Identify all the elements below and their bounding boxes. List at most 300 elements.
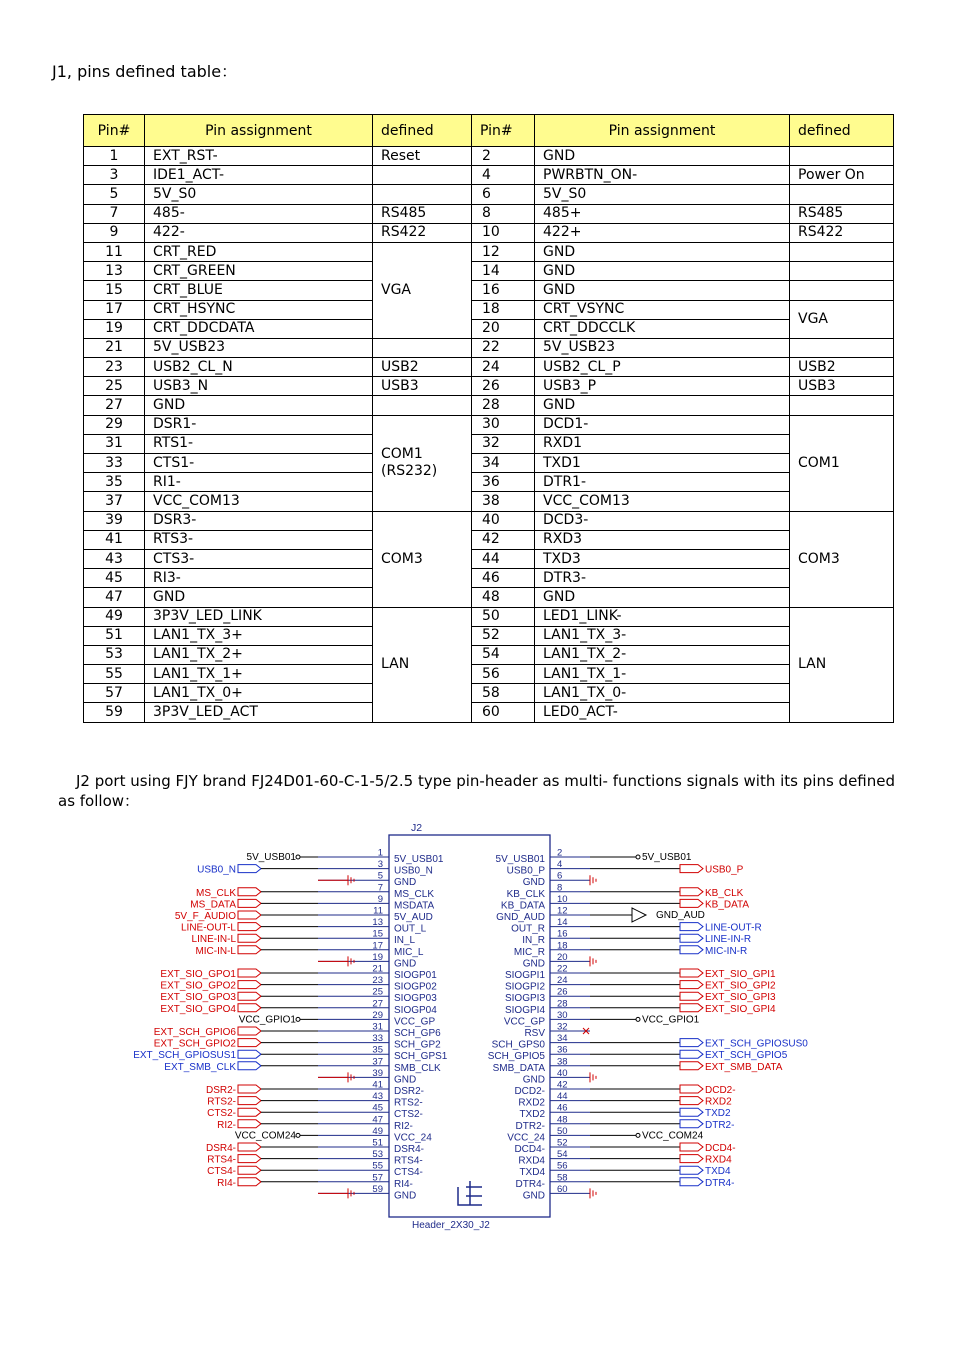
- net-label-left: 5V_USB01: [246, 852, 296, 863]
- net-label-right: 5V_USB01: [642, 852, 692, 863]
- j2-description: J2 port using FJY brand FJ24D01-60-C-1-5/2.5 type pin-header as multi- functions signals with its pins defined as follow：: [58, 772, 896, 810]
- pin-number: 16: [557, 928, 568, 940]
- pin-number: 16: [472, 281, 535, 300]
- pin-label-right: RXD2: [518, 1097, 545, 1109]
- pin-label-left: CTS2-: [394, 1109, 423, 1121]
- pin-defined: [790, 281, 894, 300]
- pin-number: 33: [84, 454, 145, 473]
- pin-assignment: DSR1-: [145, 415, 373, 434]
- net-label-right: VCC_GPIO1: [642, 1014, 700, 1026]
- port-icon: [238, 1178, 261, 1186]
- pin-number: 38: [557, 1056, 568, 1068]
- pin-assignment: USB2_CL_P: [535, 358, 790, 377]
- net-label-left: EXT_SIO_GPO2: [160, 980, 236, 992]
- pin-assignment: CRT_GREEN: [145, 262, 373, 281]
- pin-label-right: SIOGPI4: [504, 1004, 545, 1016]
- pin-number: 10: [557, 893, 568, 905]
- pin-number: 19: [84, 319, 145, 338]
- table-row: [84, 703, 894, 722]
- pin-defined: LAN: [373, 607, 472, 722]
- port-icon: [238, 1108, 261, 1116]
- port-icon: [680, 992, 703, 1000]
- pin-number: 21: [84, 338, 145, 357]
- table-row: [84, 147, 894, 166]
- pin-label-left: SMB_CLK: [394, 1062, 441, 1074]
- port-icon: [680, 1050, 703, 1058]
- pin-label-right: SCH_GPIO5: [487, 1051, 545, 1063]
- port-icon: [238, 1050, 261, 1058]
- pin-assignment: GND: [145, 396, 373, 415]
- pin-number: 25: [84, 377, 145, 396]
- pin-number: 7: [377, 882, 383, 894]
- pin-assignment: IDE1_ACT-: [145, 166, 373, 185]
- pin-assignment: LAN1_TX_2-: [535, 645, 790, 664]
- net-label-right: RXD2: [705, 1096, 732, 1108]
- ground-icon: [590, 956, 596, 966]
- pin-number: 56: [557, 1160, 568, 1172]
- pin-number: 3: [377, 859, 383, 871]
- net-label-right: EXT_SIO_GPI2: [705, 980, 776, 992]
- pin-number: 9: [84, 223, 145, 242]
- pin-label-right: SIOGPI1: [504, 970, 545, 981]
- pin-number: 8: [472, 204, 535, 223]
- net-label-right: USB0_P: [705, 864, 744, 876]
- pin-label-left: SCH_GP6: [394, 1028, 441, 1039]
- pin-assignment: LED1_LINK-: [535, 607, 790, 626]
- pin-defined: [373, 415, 472, 511]
- net-label-right: KB_DATA: [705, 899, 750, 911]
- pin-number: 2: [472, 147, 535, 166]
- port-icon: [680, 981, 703, 989]
- net-label-right: TXD4: [705, 1166, 731, 1178]
- header-pin-left: Pin#: [84, 115, 145, 147]
- pin-label-left: VCC_GP: [394, 1016, 436, 1028]
- power-port-icon: [296, 1017, 300, 1021]
- table-row: [84, 492, 894, 511]
- pin-label-left: SCH_GP2: [394, 1039, 441, 1051]
- port-icon: [680, 1166, 703, 1174]
- net-label-right: DTR4-: [705, 1177, 735, 1189]
- net-label-left: LINE-IN-L: [191, 934, 236, 946]
- table-row: [84, 223, 894, 242]
- pin-number: 13: [84, 262, 145, 281]
- pin-number: 11: [373, 905, 383, 917]
- net-label-left: EXT_SCH_GPIO2: [153, 1038, 236, 1050]
- pin-assignment: DCD1-: [535, 415, 790, 434]
- port-icon: [680, 1085, 703, 1093]
- port-icon: [238, 1120, 261, 1128]
- net-label-right: KB_CLK: [705, 887, 744, 899]
- pin-number: 24: [557, 975, 568, 987]
- pin-assignment: CTS1-: [145, 454, 373, 473]
- port-icon: [238, 969, 261, 977]
- pin-label-left: VCC_24: [394, 1132, 432, 1144]
- port-icon: [680, 1120, 703, 1128]
- net-label-left: DSR2-: [205, 1085, 236, 1096]
- pin-number: 36: [472, 473, 535, 492]
- pin-number: 50: [472, 607, 535, 626]
- pin-label-right: USB0_P: [506, 865, 545, 877]
- net-label-right: LINE-OUT-R: [705, 922, 762, 934]
- port-icon: [238, 981, 261, 989]
- net-label-right: MIC-IN-R: [705, 945, 748, 957]
- pin-number: 39: [84, 511, 145, 530]
- pin-number: 28: [472, 396, 535, 415]
- table-row: [84, 588, 894, 607]
- net-label-left: EXT_SIO_GPO3: [160, 992, 236, 1004]
- pin-label-right: SCH_GPS0: [491, 1039, 545, 1051]
- port-icon: [680, 934, 703, 942]
- pin-number: 26: [472, 377, 535, 396]
- port-icon: [238, 1155, 261, 1163]
- pin-number: 22: [472, 338, 535, 357]
- net-label-left: RTS2-: [207, 1096, 236, 1108]
- pin-assignment: LAN1_TX_1-: [535, 665, 790, 684]
- pin-assignment: DCD3-: [535, 511, 790, 530]
- net-label-left: MIC-IN-L: [195, 945, 236, 957]
- net-label-left: EXT_SMB_CLK: [164, 1061, 236, 1073]
- power-port-icon: [636, 1017, 640, 1021]
- power-port-icon: [296, 855, 300, 859]
- port-icon: [680, 888, 703, 896]
- pin-number: 6: [557, 870, 563, 882]
- net-label-right: DCD2-: [705, 1085, 736, 1096]
- pin-label-right: SIOGPI3: [504, 993, 545, 1005]
- pin-label-left: RI2-: [394, 1120, 413, 1132]
- pin-defined: [790, 262, 894, 281]
- pin-number: 55: [84, 665, 145, 684]
- pin-number: 46: [472, 569, 535, 588]
- pin-number: 48: [472, 588, 535, 607]
- pin-defined: COM3: [373, 511, 472, 607]
- pin-defined: [790, 396, 894, 415]
- def-label: (RS232): [381, 463, 438, 480]
- pin-label-right: RSV: [524, 1028, 545, 1039]
- pin-number: 53: [372, 1149, 383, 1161]
- pin-label-right: DTR4-: [515, 1178, 545, 1190]
- pin-label-left: DSR4-: [394, 1144, 425, 1155]
- pin-number: 24: [472, 358, 535, 377]
- net-label-right: EXT_SIO_GPI4: [705, 1003, 776, 1015]
- table-row: [84, 358, 894, 377]
- net-label-left: CTS2-: [207, 1108, 236, 1120]
- port-icon: [238, 946, 261, 954]
- pin-assignment: 5V_USB23: [535, 338, 790, 357]
- table-row: [84, 377, 894, 396]
- pin-number: 34: [472, 454, 535, 473]
- pin-number: 51: [372, 1137, 383, 1149]
- fjy-logo-mark: [458, 1181, 482, 1205]
- pin-assignment: RI1-: [145, 473, 373, 492]
- net-label-left: MS_CLK: [195, 887, 236, 899]
- pin-number: 18: [557, 940, 568, 952]
- pin-label-right: SMB_DATA: [492, 1062, 545, 1074]
- pin-number: 9: [377, 893, 383, 905]
- pin-label-left: DSR2-: [394, 1086, 425, 1097]
- pin-assignment: RI3-: [145, 569, 373, 588]
- net-label-left: EXT_SIO_GPO1: [160, 969, 236, 980]
- table-row: [84, 242, 894, 261]
- port-icon: [238, 992, 261, 1000]
- pin-defined: RS485: [373, 204, 472, 223]
- pin-assignment: VCC_COM13: [145, 492, 373, 511]
- pin-label-right: DCD4-: [514, 1144, 545, 1155]
- pin-number: 53: [84, 645, 145, 664]
- pin-label-left: 5V_AUD: [394, 912, 433, 923]
- pin-number: 22: [557, 963, 568, 975]
- pin-assignment: CRT_DDCCLK: [535, 319, 790, 338]
- pin-assignment: CRT_HSYNC: [145, 300, 373, 319]
- table-row: [84, 281, 894, 300]
- pin-number: 46: [557, 1102, 568, 1114]
- pin-label-left: RTS4-: [394, 1155, 423, 1167]
- pin-label-right: GND_AUD: [496, 912, 545, 923]
- pin-number: 54: [472, 645, 535, 664]
- pin-label-right: KB_CLK: [506, 888, 545, 900]
- pin-assignment: GND: [535, 396, 790, 415]
- pin-number: 4: [557, 859, 563, 871]
- section-title: J1, pins defined table：: [52, 62, 238, 81]
- pin-label-right: RXD4: [518, 1155, 545, 1167]
- net-label-left: 5V_F_AUDIO: [174, 911, 236, 922]
- pin-number: 41: [84, 530, 145, 549]
- pin-assignment: LAN1_TX_0+: [145, 684, 373, 703]
- table-row: [84, 204, 894, 223]
- gnd-aud-icon: [632, 908, 646, 922]
- pin-label-left: RI4-: [394, 1178, 413, 1190]
- port-icon: [238, 923, 261, 931]
- pin-number: 17: [84, 300, 145, 319]
- connector-ref: J2: [411, 822, 423, 834]
- net-label-right: VCC_COM24: [642, 1130, 704, 1142]
- pin-defined: USB2: [790, 358, 894, 377]
- port-icon: [680, 969, 703, 977]
- pin-number: 49: [372, 1125, 383, 1137]
- net-label-left: EXT_SIO_GPO4: [160, 1003, 236, 1015]
- pin-defined: USB3: [373, 377, 472, 396]
- pin-assignment: RTS3-: [145, 530, 373, 549]
- connector-part: Header_2X30_J2: [412, 1220, 490, 1231]
- pin-assignment: DTR1-: [535, 473, 790, 492]
- pin-number: 27: [372, 998, 383, 1010]
- pin-label-right: IN_R: [522, 935, 545, 947]
- pin-number: 59: [372, 1183, 383, 1195]
- pin-label-left: SIOGP02: [394, 981, 437, 993]
- pin-number: 21: [372, 963, 383, 975]
- pin-defined: COM3: [790, 511, 894, 607]
- pin-number: 28: [557, 998, 568, 1010]
- header-defined-right: defined: [790, 115, 894, 147]
- power-port-icon: [296, 1133, 300, 1137]
- net-label-left: VCC_GPIO1: [238, 1014, 296, 1026]
- pin-assignment: 5V_S0: [145, 185, 373, 204]
- pin-defined: [790, 147, 894, 166]
- pin-number: 43: [372, 1091, 383, 1103]
- pin-number: 1: [377, 847, 383, 859]
- pin-label-left: SIOGP01: [394, 970, 437, 981]
- port-icon: [680, 865, 703, 873]
- table-row: [84, 262, 894, 281]
- pin-number: 6: [472, 185, 535, 204]
- pin-number: 30: [472, 415, 535, 434]
- port-icon: [680, 923, 703, 931]
- pin-label-left: MSDATA: [394, 900, 435, 912]
- pin-defined: RS422: [790, 223, 894, 242]
- table-row: [84, 166, 894, 185]
- net-label-left: LINE-OUT-L: [180, 922, 236, 934]
- pin-number: 25: [372, 986, 383, 998]
- pin-number: 33: [372, 1033, 383, 1045]
- port-icon: [238, 1027, 261, 1035]
- pin-assignment: USB2_CL_N: [145, 358, 373, 377]
- pin-number: 52: [557, 1137, 568, 1149]
- pin-label-right: GND: [522, 1074, 545, 1086]
- pin-number: 37: [372, 1056, 383, 1068]
- table-row: [84, 511, 894, 530]
- pin-number: 59: [84, 703, 145, 722]
- pin-number: 14: [472, 262, 535, 281]
- pin-assignment: GND: [535, 588, 790, 607]
- pin-assignment: 3P3V_LED_ACT: [145, 703, 373, 722]
- port-icon: [238, 899, 261, 907]
- pin-number: 3: [84, 166, 145, 185]
- pin-number: 47: [372, 1114, 383, 1126]
- net-label-left: EXT_SCH_GPIOSUS1: [133, 1050, 236, 1062]
- net-label-right: TXD2: [705, 1108, 731, 1120]
- pin-assignment: CRT_DDCDATA: [145, 319, 373, 338]
- pin-assignment: USB3_P: [535, 377, 790, 396]
- pin-number: 35: [372, 1044, 383, 1056]
- header-defined-left: defined: [373, 115, 472, 147]
- port-icon: [238, 1062, 261, 1070]
- pin-number: 27: [84, 396, 145, 415]
- pin-number: 31: [372, 1021, 383, 1033]
- pin-number: 26: [557, 986, 568, 998]
- pin-number: 32: [557, 1021, 568, 1033]
- table-row: [84, 569, 894, 588]
- pin-number: 58: [472, 684, 535, 703]
- net-label-left: RTS4-: [207, 1154, 236, 1166]
- pin-assignment: LED0_ACT-: [535, 703, 790, 722]
- pin-defined: RS485: [790, 204, 894, 223]
- pin-label-right: OUT_R: [511, 923, 545, 935]
- pin-assignment: VCC_COM13: [535, 492, 790, 511]
- pin-number: 58: [557, 1172, 568, 1184]
- table-row: [84, 626, 894, 645]
- pin-number: 60: [557, 1183, 568, 1195]
- pin-label-right: TXD4: [519, 1167, 545, 1179]
- pin-label-left: 5V_USB01: [394, 854, 444, 865]
- pin-number: 37: [84, 492, 145, 511]
- pin-label-right: GND: [522, 958, 545, 970]
- port-icon: [238, 888, 261, 896]
- pin-assignment: TXD3: [535, 549, 790, 568]
- pin-number: 23: [372, 975, 383, 987]
- pin-label-right: VCC_GP: [503, 1016, 545, 1028]
- pin-number: 15: [84, 281, 145, 300]
- pin-assignment: GND: [535, 242, 790, 261]
- pin-number: 30: [557, 1009, 568, 1021]
- port-icon: [238, 1143, 261, 1151]
- pin-assignment: 422-: [145, 223, 373, 242]
- table-row: [84, 319, 894, 338]
- pin-number: 60: [472, 703, 535, 722]
- pin-number: 12: [557, 905, 568, 917]
- pin-number: 36: [557, 1044, 568, 1056]
- pin-defined: VGA: [373, 242, 472, 338]
- pin-label-right: DTR2-: [515, 1120, 545, 1132]
- pin-number: 42: [557, 1079, 568, 1091]
- net-label-right: RXD4: [705, 1154, 732, 1166]
- pin-defined: [373, 185, 472, 204]
- pin-number: 52: [472, 626, 535, 645]
- pin-number: 17: [372, 940, 383, 952]
- pin-assignment: 3P3V_LED_LINK: [145, 607, 373, 626]
- pin-number: 11: [84, 242, 145, 261]
- pin-label-left: MIC_L: [394, 946, 424, 958]
- table-header-row: [84, 115, 894, 147]
- table-row: [84, 434, 894, 453]
- table-row: [84, 530, 894, 549]
- pin-number: 39: [372, 1067, 383, 1079]
- pin-label-right: DCD2-: [514, 1086, 545, 1097]
- net-label-right: EXT_SIO_GPI3: [705, 992, 776, 1004]
- pin-label-left: IN_L: [394, 935, 416, 947]
- pin-assignment: GND: [535, 281, 790, 300]
- table-row: [84, 185, 894, 204]
- pin-number: 5: [84, 185, 145, 204]
- ground-icon: [590, 1072, 596, 1082]
- net-label-right: EXT_SMB_DATA: [705, 1061, 783, 1073]
- pin-defined: [790, 185, 894, 204]
- table-row: [84, 645, 894, 664]
- port-icon: [680, 899, 703, 907]
- pin-label-left: GND: [394, 877, 417, 889]
- pin-assignment: LAN1_TX_3-: [535, 626, 790, 645]
- pin-number: 5: [377, 870, 383, 882]
- pin-assignment: LAN1_TX_0-: [535, 684, 790, 703]
- pin-number: 10: [472, 223, 535, 242]
- pin-number: 4: [472, 166, 535, 185]
- pin-table: [83, 114, 894, 723]
- pin-label-right: SIOGPI2: [504, 981, 545, 993]
- port-icon: [238, 1004, 261, 1012]
- pin-label-left: GND: [394, 1190, 417, 1202]
- header-assignment-left: Pin assignment: [145, 115, 373, 147]
- pin-number: 51: [84, 626, 145, 645]
- table-row: [84, 549, 894, 568]
- header-pin-right: Pin#: [472, 115, 535, 147]
- net-label-left: USB0_N: [197, 864, 236, 876]
- j2-schematic: [0, 815, 954, 1235]
- pin-number: 41: [372, 1079, 383, 1091]
- pin-number: 56: [472, 665, 535, 684]
- pin-number: 2: [557, 847, 563, 859]
- pin-assignment: 5V_USB23: [145, 338, 373, 357]
- port-icon: [680, 1039, 703, 1047]
- pin-assignment: 5V_S0: [535, 185, 790, 204]
- pin-assignment: TXD1: [535, 454, 790, 473]
- pin-label-left: RTS2-: [394, 1097, 423, 1109]
- table-row: [84, 607, 894, 626]
- pin-label-right: MIC_R: [513, 946, 545, 958]
- pin-label-left: SIOGP04: [394, 1004, 437, 1016]
- pin-number: 45: [372, 1102, 383, 1114]
- pin-assignment: USB3_N: [145, 377, 373, 396]
- pin-label-right: TXD2: [519, 1109, 545, 1121]
- net-label-left: RI2-: [217, 1119, 236, 1131]
- table-row: [84, 684, 894, 703]
